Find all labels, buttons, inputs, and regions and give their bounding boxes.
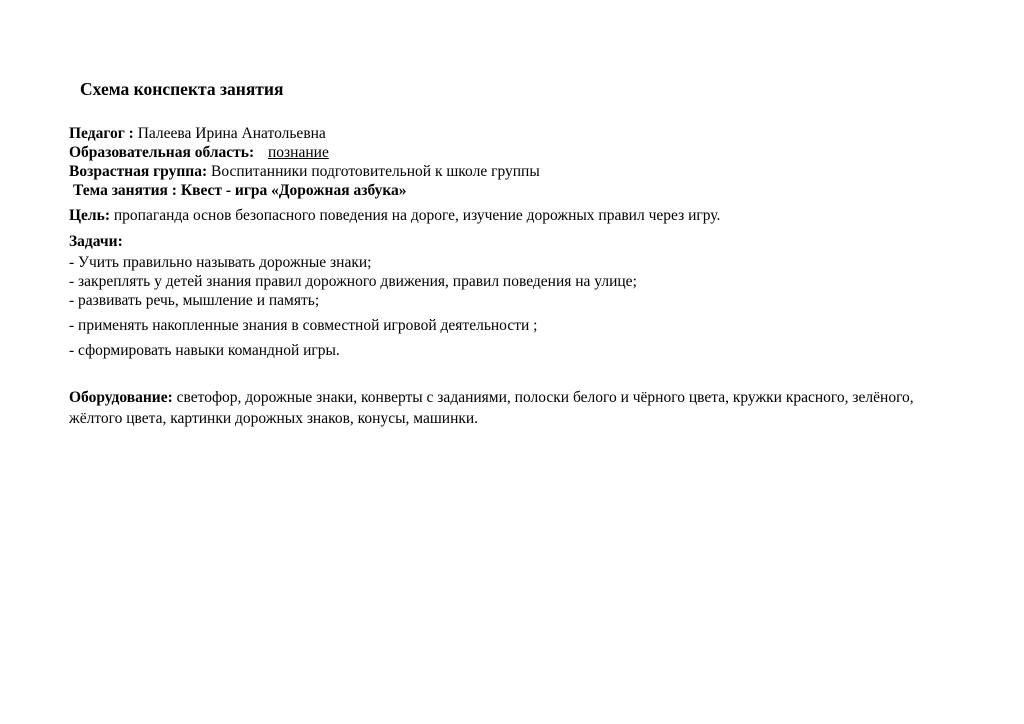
goal-row [69,206,720,225]
task-item: - применять накопленные знания в совместной игровой деятельности ; [69,317,538,334]
task-item: - развивать речь, мышление и память; [69,292,320,309]
goal-value: пропаганда основ безопасного поведения на дороге, изучение дорожных правил через игру. [113,207,721,224]
equipment-row [69,387,949,429]
task-item: - закреплять у детей знания правил дорожного движения, правил поведения на улице; [69,273,637,290]
task-item: - сформировать навыки командной игры. [69,342,340,359]
equipment-value: светофор, дорожные знаки, конверты с заданиями, полоски белого и чёрного цвета, кружки красного, зелёного, жёлтого цвета, картинки дорожных знаков, конусы, машинки. [69,389,914,427]
goal-label: Цель: [69,207,110,224]
age-group-label: Возрастная группа: [69,163,208,180]
equipment-label: Оборудование: [69,389,173,406]
teacher-row [69,124,326,143]
task-item: - Учить правильно называть дорожные знаки; [69,254,372,271]
age-group-row [69,162,540,181]
topic-row [73,181,407,200]
area-row [69,143,329,162]
teacher-value: Палеева Ирина Анатольевна [137,125,326,142]
topic-value: Квест - игра «Дорожная азбука» [180,182,407,199]
teacher-label: Педагог : [69,125,134,142]
document-title: Схема конспекта занятия [80,79,284,99]
area-label: Образовательная область: [69,144,255,161]
tasks-label: Задачи: [69,233,123,250]
topic-label: Тема занятия : [73,182,177,199]
age-group-value: Воспитанники подготовительной к школе группы [210,163,540,180]
area-value: познание [268,144,329,161]
